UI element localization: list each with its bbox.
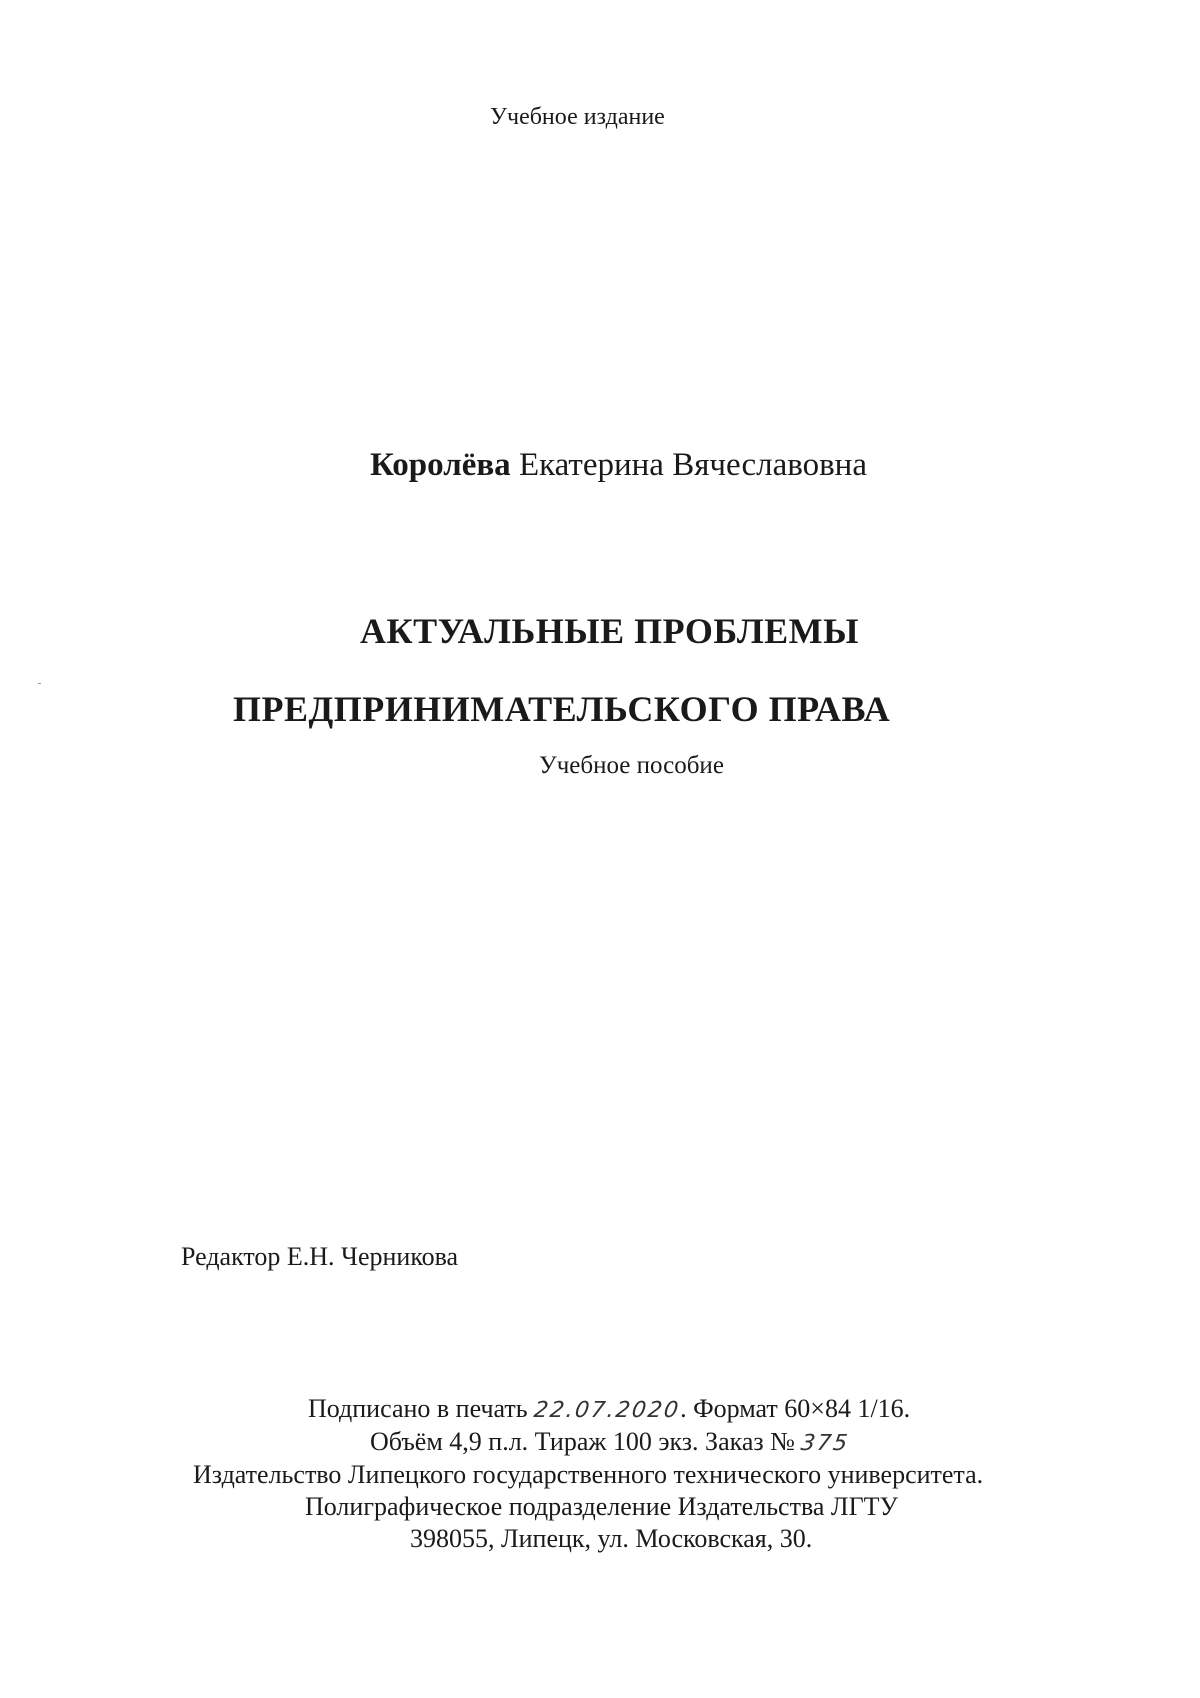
author-given-names: Екатерина Вячеславовна <box>518 447 867 483</box>
signed-label: Подписано в печать <box>308 1394 528 1423</box>
author-name <box>370 447 867 484</box>
book-kind: Учебное пособие <box>539 752 724 779</box>
title-line-2: ПРЕДПРИНИМАТЕЛЬСКОГО ПРАВА <box>233 689 891 729</box>
imprint-signed-line <box>308 1393 910 1426</box>
scan-speck <box>38 683 41 684</box>
edition-type: Учебное издание <box>490 104 665 130</box>
imprint-address: 398055, Липецк, ул. Московская, 30. <box>410 1524 813 1553</box>
author-surname: Королёва <box>370 447 511 483</box>
imprint-publisher: Издательство Липецкого государственного технического университета. <box>193 1460 984 1489</box>
title-line-1: АКТУАЛЬНЫЕ ПРОБЛЕМЫ <box>360 611 859 651</box>
volume-label: Объём 4,9 п.л. Тираж 100 экз. Заказ № <box>370 1427 795 1456</box>
editor-credit: Редактор Е.Н. Черникова <box>181 1242 459 1271</box>
format-text: . Формат 60×84 1/16. <box>680 1394 911 1423</box>
imprint-print-division: Полиграфическое подразделение Издательства ЛГТУ <box>305 1492 898 1521</box>
order-number-handwritten: 375 <box>799 1431 852 1456</box>
signed-date-handwritten: 22.07.2020 <box>532 1398 682 1423</box>
imprint-volume-line <box>370 1426 852 1459</box>
